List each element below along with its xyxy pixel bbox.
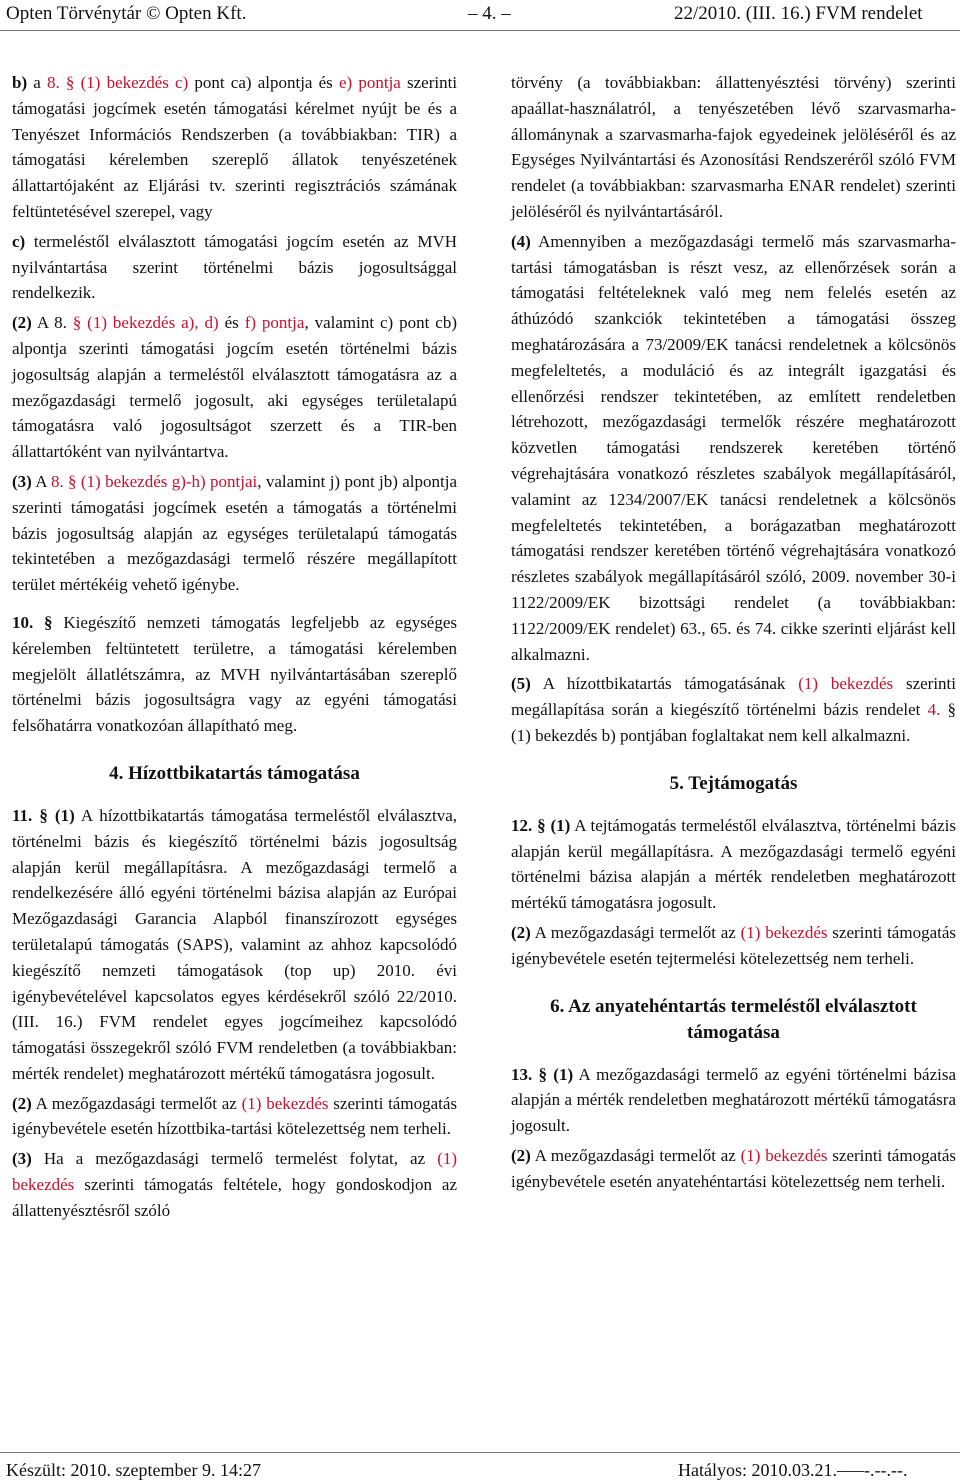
text: szerinti támogatás feltétele, hogy gondoskodjon az állattenyésztésről szóló: [12, 1175, 458, 1220]
cross-reference-link[interactable]: 8. § (1) bekezdés c): [47, 73, 189, 92]
text: és: [224, 313, 239, 333]
footer-rule: [0, 1452, 960, 1453]
heading-4: 4. Hízottbikatartás támogatása: [109, 762, 360, 784]
section-11-2: [12, 1091, 457, 1143]
paragraph-c: [12, 229, 457, 306]
cross-reference-link[interactable]: e) pontja: [338, 73, 401, 92]
section-11-1: [12, 803, 457, 1087]
paragraph-4: [511, 229, 956, 668]
cross-reference-link[interactable]: 4.: [927, 700, 941, 720]
item-label: b): [12, 73, 28, 92]
section-label: 11. § (1): [12, 805, 75, 825]
section-10: [12, 610, 457, 739]
text: A mezőgazdasági termelőt az: [534, 922, 736, 942]
right-column: [511, 70, 956, 1198]
text: A: [35, 471, 47, 491]
cross-reference-link[interactable]: (1) bekezdés: [740, 922, 828, 942]
cross-reference-link[interactable]: (1) bekezdés: [740, 1145, 828, 1165]
section-13-1: [511, 1062, 956, 1139]
header-rule: [0, 30, 960, 31]
page-footer: [0, 1452, 960, 1484]
paragraph-label: (2): [12, 313, 32, 333]
paragraph-label: (3): [12, 1149, 32, 1169]
text: szerinti támogatás igénybevétele esetén hízottbika-tartási kötelezettség nem terheli.: [12, 1093, 458, 1139]
cross-reference-link[interactable]: f) pontja: [244, 313, 305, 333]
section-label: 12. § (1): [511, 815, 571, 835]
header-page-number: – 4. –: [468, 3, 511, 24]
cross-reference-link[interactable]: (1) bekezdés: [241, 1093, 329, 1113]
text: a: [33, 73, 41, 92]
paragraph-2: [12, 310, 457, 465]
text: A hízottbikatartás támogatása termeléstől elválasztva, történelmi bázis és kiegészítő történelmi bázis jogosultság alapján kerül megállapításra. A mezőgazdasági termelő a rendelkezésére álló egyéni történelmi bázisa alapján az Európai Mezőgazdasági Garancia Alapból finanszírozott egységes területalapú támogatás (SAPS), valamint az ahhoz kapcsolódó kiegészítő nemzeti támogatások (top up) 2010. évi igénybevételével kapcsolatos egyes kérdésekről szóló 22/2010. (III. 16.) FVM rendelet egyes jogcímeihez kapcsolódó támogatási összegekről szóló FVM rendeletben (a továbbiakban: mérték rendelet) meghatározott mértékű támogatásra jogosult.: [12, 805, 457, 1083]
text: szerinti támogatási jogcímek esetén támogatási kérelmet nyújt be és a Tenyészet Információs Rendszerben (a továbbiakban: TIR) a támogatási kérelemben szereplő állatok tenyészetének állattartójaként az Eljárási tv. szerinti regisztrációs számának feltüntetésével szerepel, vagy: [12, 73, 458, 221]
left-column: [12, 70, 457, 1228]
section-label: 10. §: [12, 612, 53, 632]
section-11-3: [12, 1146, 457, 1223]
text: A mezőgazdasági termelőt az: [35, 1093, 237, 1113]
paragraph-3: [12, 469, 457, 598]
header-document-title: 22/2010. (III. 16.) FVM rendelet: [674, 3, 923, 24]
text: , valamint j) pont jb) alpontja szerinti támogatási jogcímek esetén a támogatás a történelmi bázis jogosultság alapján az egységes területalapú támogatás tekintetében a mezőgazdasági termelő részére megállapított terület mértékéig vehető igénybe.: [12, 471, 458, 595]
text: pont ca) alpontja és: [194, 73, 333, 92]
heading-5: 5. Tejtámogatás: [669, 772, 798, 794]
page-header: [0, 0, 960, 44]
paragraph-label: (3): [12, 471, 32, 491]
text: A 8.: [36, 313, 67, 333]
cross-reference-link[interactable]: 8. § (1) bekezdés g)-h) pontjai: [50, 471, 258, 491]
text: szerinti megállapítása során a kiegészítő történelmi bázis rendelet: [511, 674, 956, 720]
paragraph-label: (2): [12, 1093, 32, 1113]
paragraph-5: [511, 671, 956, 748]
text: A mezőgazdasági termelő az egyéni történelmi bázisa alapján a mérték rendeletben meghatározott mértékű támogatásra jogosult.: [511, 1064, 957, 1136]
item-label: c): [12, 231, 26, 251]
text: szerinti támogatás igénybevétele esetén anyatehéntartási kötelezettség nem terheli.: [511, 1145, 957, 1191]
cross-reference-link[interactable]: § (1) bekezdés a), d): [72, 313, 219, 333]
section-12-2: [511, 920, 956, 972]
header-source: Opten Törvénytár © Opten Kft.: [6, 3, 247, 24]
section-12-1: [511, 813, 956, 916]
text: Kiegészítő nemzeti támogatás legfeljebb az egységes kérelemben feltüntetett területre, a támogatási kérelemben megjelölt állatlétszámra, az MVH nyilvántartásában szereplő történelmi bázis jogosultságra vagy az egyéni támogatási felsőhatárra vonatkozóan állapítható meg.: [12, 612, 458, 736]
heading-6: 6. Az anyatehéntartás termeléstől elválasztott támogatása: [550, 995, 917, 1043]
section-label: 13. § (1): [511, 1064, 574, 1084]
section-13-2: [511, 1143, 956, 1195]
text: A mezőgazdasági termelőt az: [534, 1145, 736, 1165]
text: szerinti támogatás igénybevétele esetén tejtermelési kötelezettség nem terheli.: [511, 922, 957, 968]
continued-paragraph: törvény (a továbbiakban: állattenyésztési törvény) szerinti apaállat-használatról, a tenyészetében lévő szarvasmarha-állománynak a szarvasmarha-fajok egyedeinek jelöléséről és az Egységes Nyilvántartási és Azonosítási Rendszeréről szóló FVM rendelet (a továbbiakban: szarvasmarha ENAR rendelet) szerinti jelöléséről és nyilvántartásáról.: [511, 73, 956, 221]
footer-effective: Hatályos: 2010.03.21.–—-.--.--.: [678, 1460, 908, 1480]
text: , valamint c) pont cb) alpontja szerinti támogatási jogcím esetén történelmi bázis jogosultság alapján a termeléstől elválasztott támogatásra az a mezőgazdasági termelő jogosult, aki egységes területalapú támogatásra való jogosultságot szerzett és a TIR-ben állattartóként van nyilvántartva.: [12, 313, 457, 462]
text: § (1) bekezdés b) pontjában foglaltakat nem kell alkalmazni.: [511, 700, 957, 745]
paragraph-label: (4): [511, 231, 531, 251]
paragraph-label: (2): [511, 1145, 531, 1165]
cross-reference-link[interactable]: (1) bekezdés: [798, 674, 894, 694]
paragraph-label: (2): [511, 922, 531, 942]
paragraph-label: (5): [511, 674, 531, 694]
text: Ha a mezőgazdasági termelő termelést folytat, az: [43, 1149, 426, 1169]
text: A hízottbikatartás támogatásának: [542, 674, 786, 694]
paragraph-b: [12, 70, 457, 225]
text: termeléstől elválasztott támogatási jogcím esetén az MVH nyilvántartása szerint történelmi bázis jogosultsággal rendelkezik.: [12, 231, 458, 303]
footer-created: Készült: 2010. szeptember 9. 14:27: [6, 1460, 261, 1480]
cross-reference-link[interactable]: (1) bekezdés: [12, 1149, 458, 1195]
text: Amennyiben a mezőgazdasági termelő más szarvasmarha-tartási támogatásban is részt vesz, az ellenőrzések során a támogatási feltételeknek való meg nem felelés esetén az áthúzódó szankciók tekintetében a támogatási összeg meghatározására a 73/2009/EK tanácsi rendeletnek a kölcsönös megfeleltetés, a moduláció és az integrált igazgatási és ellenőrzési rendszer tekintetében, az említett rendeletben létrehozott, mezőgazdasági termelők részére meghatározott közvetlen támogatási rendszerek keretében történő végrehajtására vonatkozó részletes szabályok megállapításáról, valamint az 1234/2007/EK tanácsi rendeletnek a kölcsönös megfeleltetés tekintetében, a borágazatban meghatározott támogatási rendszer keretében történő végrehajtására vonatkozó részletes szabályok megállapításáról szóló, 2009. november 30-i 1122/2009/EK bizottsági rendelet (a továbbiakban: 1122/2009/EK rendelet) 63., 65. és 74. cikke szerinti eljárást kell alkalmazni.: [511, 231, 957, 664]
text: A tejtámogatás termeléstől elválasztva, történelmi bázis alapján kerül megállapításra. A mezőgazdasági termelő egyéni történelmi bázisa alapján a mérték rendeletben meghatározott mértékű támogatásra jogosult.: [511, 815, 957, 913]
